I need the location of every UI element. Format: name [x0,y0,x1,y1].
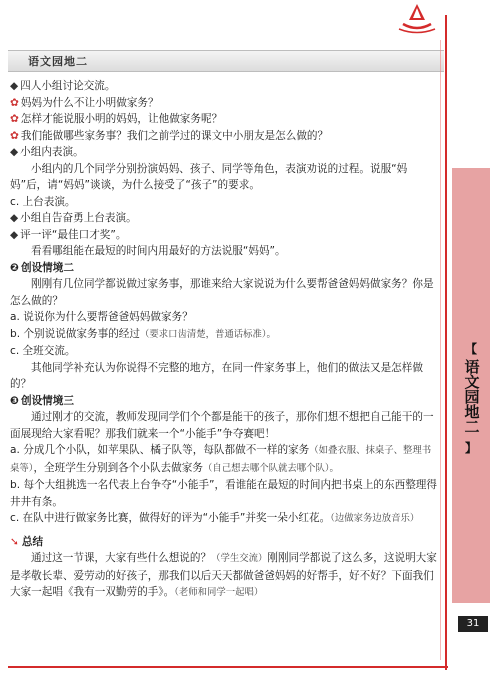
arrow-icon: ➘ [10,535,19,548]
circled-number-icon: ❷ [10,261,19,274]
step-line: ◆ 四人小组讨论交流。 [10,80,116,92]
step-line: c. 上台表演。 [10,195,76,208]
bracket-bottom-icon: 】 [464,441,477,455]
paragraph: 通过刚才的交流，教师发现同学们个个都是能干的孩子，那你们想不想把自己能干的一面展现给大家看呢？那我们就来一个“小能手”争夺赛吧！ [10,411,434,440]
paragraph: 看看哪组能在最短的时间内用最好的方法说服“妈妈”。 [31,245,286,257]
question-line: ✿ 我们能做哪些家务事？我们之前学过的课文中小朋友是怎么做的？ [10,129,329,142]
flower-bullet-icon: ✿ [10,129,19,142]
section-title: ❸ 创设情境三 [10,394,74,407]
step-line: b. 每个大组挑选一名代表上台争夺“小能手”，看谁能在最短的时间内把书桌上的东西整理得井井有条。 [10,479,437,508]
summary-paragraph: 通过这一节课，大家有些什么想说的？（学生交流）刚刚同学都说了这么多，这说明大家是孝敬长辈、爱劳动的好孩子，那我们以后天天都做爸爸妈妈的好帮手，好不好？下面我们大家一起唱《我有一双勤劳的手》。（老师和同学一起唱） [10,552,437,598]
summary-heading: ➘ 总结 [10,535,44,548]
flower-bullet-icon: ✿ [10,96,19,109]
step-line: a. 分成几个小队，如苹果队、橘子队等，每队都做不一样的家务（如叠衣服、抹桌子、整理书桌等），全班学生分别到各个小队去做家务（自己想去哪个队就去哪个队）。 [10,444,432,474]
margin-rule [445,15,447,670]
paragraph: 其他同学补充认为你说得不完整的地方，在同一件家务事上，他们的做法又是怎样做的？ [10,361,423,390]
section-title: ❷ 创设情境二 [10,261,74,274]
bracket-top-icon: 【 [464,342,477,356]
step-line: ◆ 评一评“最佳口才奖”。 [10,228,127,241]
header-title: 语文园地二 [28,55,88,68]
paragraph: 小组内的几个同学分别扮演妈妈、孩子、同学等角色，表演劝说的过程。说服“妈妈”后，请“妈妈”谈谈，为什么接受了“孩子”的要求。 [10,162,408,191]
lesson-content [10,78,438,602]
bottom-rule [8,666,448,668]
circled-number-icon: ❸ [10,394,19,407]
step-line: c. 在队中进行做家务比赛，做得好的评为“小能手”并奖一朵小红花。（边做家务边放音乐） [10,512,420,524]
question-line: ✿ 妈妈为什么不让小明做家务？ [10,96,159,109]
question-line: ✿ 怎样才能说服小明的妈妈，让他做家务呢？ [10,113,223,125]
step-line: a. 说说你为什么要帮爸爸妈妈做家务？ [10,311,193,323]
step-line: b. 个别说说做家务事的经过（要求口齿清楚，普通话标准）。 [10,327,276,340]
step-line: c. 全班交流。 [10,345,76,357]
side-tab-label [458,340,484,458]
step-line: ◆ 小组内表演。 [10,146,84,158]
margin-rule-thin [440,40,441,660]
diamond-bullet-icon: ◆ [10,80,19,92]
diamond-bullet-icon: ◆ [10,146,19,158]
page-number: 31 [458,616,488,632]
diamond-bullet-icon: ◆ [10,228,19,241]
sail-logo-icon [395,2,439,36]
side-tab-text: 语文园地二 [462,359,481,434]
flower-bullet-icon: ✿ [10,113,19,125]
diamond-bullet-icon: ◆ [10,212,19,224]
paragraph: 刚刚有几位同学都说做过家务事，那谁来给大家说说为什么要帮爸爸妈妈做家务？你是怎么做的？ [10,278,434,307]
step-line: ◆ 小组自告奋勇上台表演。 [10,212,137,224]
